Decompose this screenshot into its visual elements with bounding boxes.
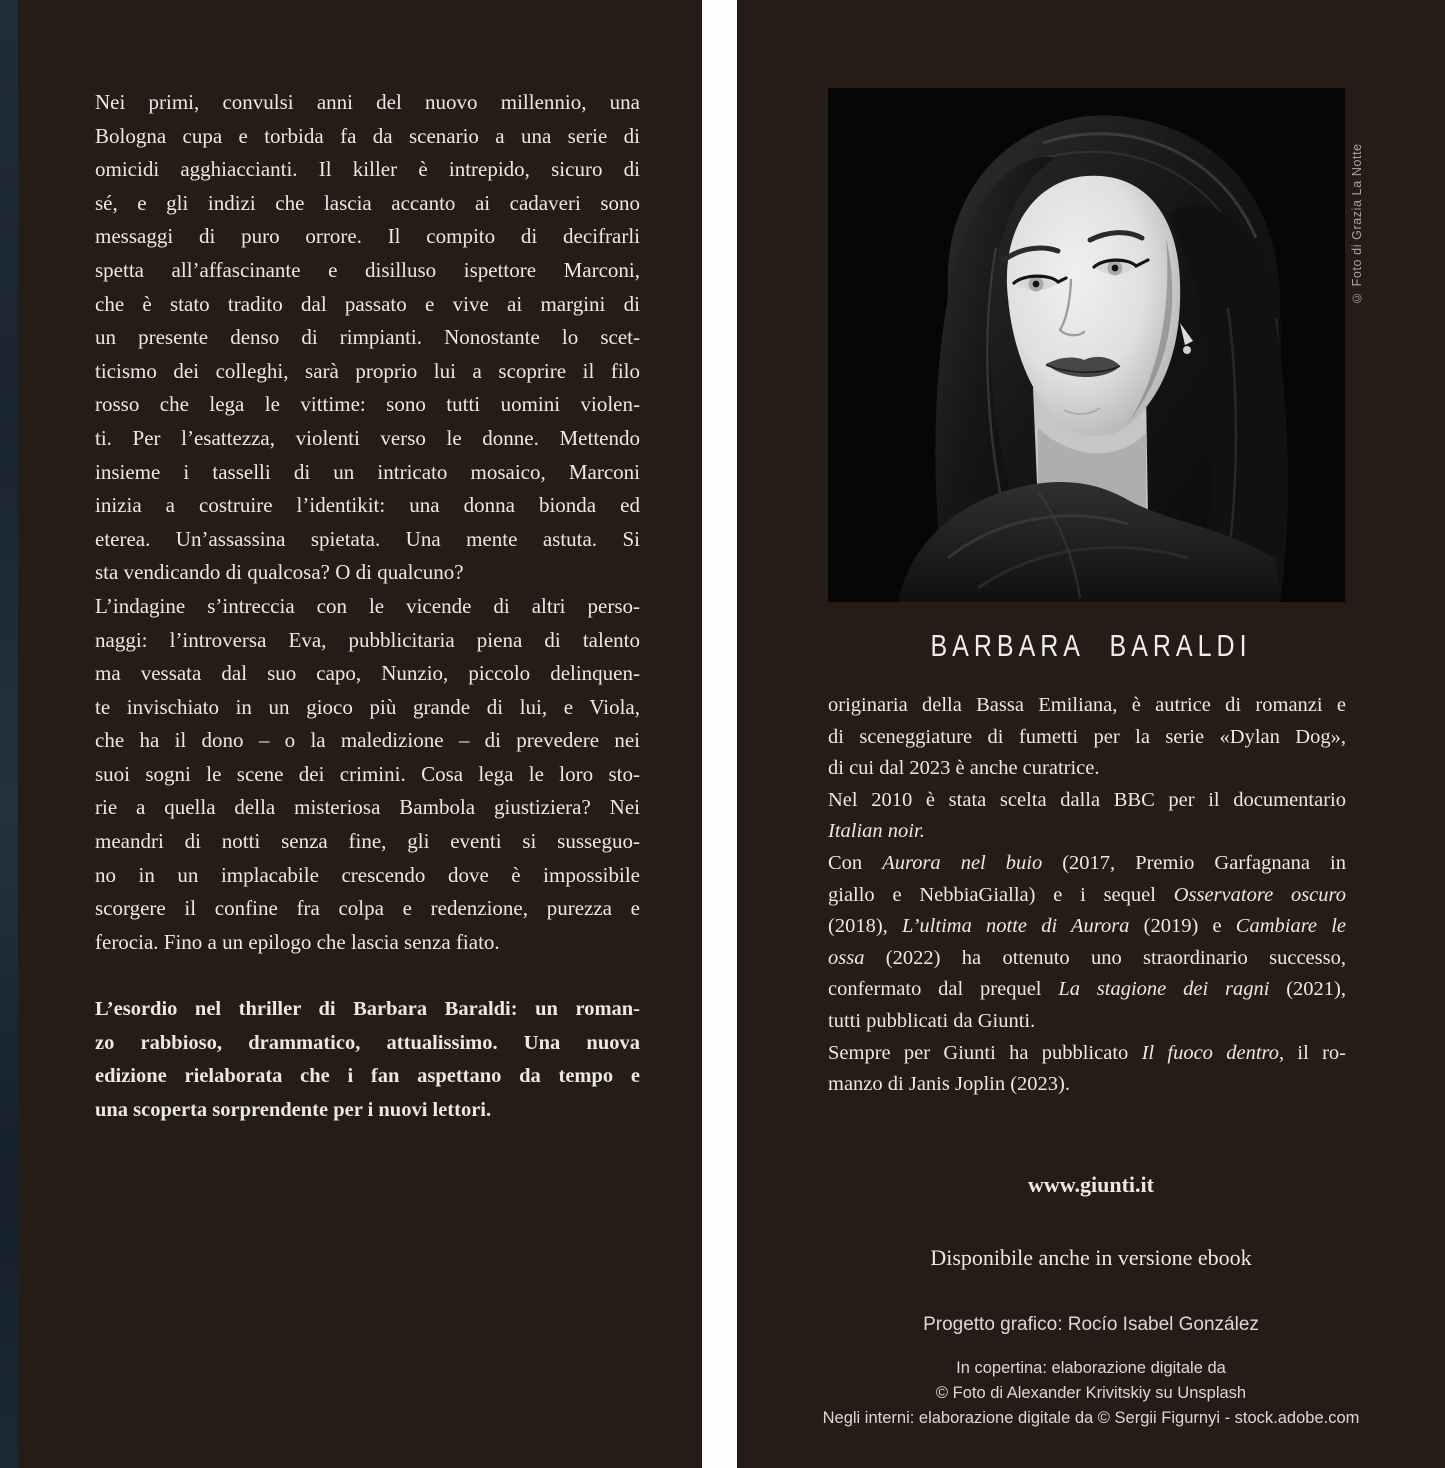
ebook-note: Disponibile anche in versione ebook: [930, 1245, 1252, 1270]
text-line: meandri di notti senza fine, gli eventi si susseguo-: [95, 829, 640, 854]
synopsis-text: [95, 86, 640, 1127]
text-line: che è stato tradito dal passato e vive ai margini di: [95, 291, 640, 316]
credit-design: Progetto grafico: Rocío Isabel González: [923, 1314, 1259, 1335]
right-flap: [737, 0, 1445, 1468]
text-line: sta vendicando di qualcosa? O di qualcuno?: [95, 560, 464, 585]
text-line: spetta all’affascinante e disilluso ispettore Marconi,: [95, 257, 640, 282]
text-line: Nel 2010 è stata scelta dalla BBC per il documentario: [828, 788, 1346, 811]
text-line: originaria della Bassa Emiliana, è autrice di romanzi e: [828, 694, 1346, 716]
text-line: (2018), L’ultima notte di Aurora (2019) e Cambiare le: [828, 915, 1346, 938]
text-line: Nei primi, convulsi anni del nuovo millennio, una: [95, 90, 640, 114]
text-line: naggi: l’introversa Eva, pubblicitaria piena di talento: [95, 627, 640, 652]
text-line: rosso che lega le vittime: sono tutti uomini violen-: [95, 392, 640, 417]
text-line: ticismo dei colleghi, sarà proprio lui a scoprire il filo: [95, 358, 640, 383]
text-line: Con Aurora nel buio (2017, Premio Garfagnana in: [828, 851, 1346, 874]
text-line: zo rabbioso, drammatico, attualissimo. Una nuova: [95, 1031, 640, 1054]
credit-cover-line2: © Foto di Alexander Krivitskiy su Unsplash: [935, 1384, 1247, 1402]
credits-block: [737, 1313, 1445, 1431]
text-line: tutti pubblicati da Giunti.: [828, 1009, 1036, 1032]
text-line: ossa (2022) ha ottenuto uno straordinario successo,: [828, 946, 1346, 969]
text-line: suoi sogni le scene dei crimini. Cosa lega le loro sto-: [95, 761, 640, 786]
paragraph: [95, 86, 640, 590]
text-line: L’esordio nel thriller di Barbara Baraldi: un roman-: [95, 998, 640, 1021]
text-line: inizia a costruire l’identikit: una donna bionda ed: [95, 493, 640, 518]
paragraph: [95, 993, 640, 1127]
text-line: eterea. Un’assassina spietata. Una mente astuta. Si: [95, 526, 640, 551]
book-edge-strip: [0, 0, 18, 1468]
text-line: insieme i tasselli di un intricato mosaico, Marconi: [95, 459, 640, 484]
text-line: di cui dal 2023 è anche curatrice.: [828, 757, 1100, 780]
text-line: Italian noir.: [828, 820, 925, 843]
photo-credit: © Foto di Grazia La Notte: [1350, 143, 1364, 305]
text-line: scorgere il confine fra colpa e redenzione, purezza e: [95, 896, 640, 921]
text-line: rie a quella della misteriosa Bambola giustiziera? Nei: [95, 795, 640, 820]
paragraph: [828, 785, 1346, 848]
author-portrait-illustration: [828, 88, 1345, 602]
text-line: una scoperta sorprendente per i nuovi lettori.: [95, 1098, 492, 1121]
author-bio: [828, 690, 1346, 1101]
panel-gap: [702, 0, 737, 1468]
text-line: omicidi agghiaccianti. Il killer è intrepido, sicuro di: [95, 157, 640, 182]
paragraph: [828, 848, 1346, 1038]
paragraph: [95, 590, 640, 960]
text-line: Bologna cupa e torbida fa da scenario a una serie di: [95, 123, 640, 148]
text-line: te invischiato in un gioco più grande di lui, e Viola,: [95, 694, 640, 719]
author-photo: [828, 88, 1345, 602]
text-line: di sceneggiature di fumetti per la serie «Dylan Dog»,: [828, 725, 1346, 748]
text-line: manzo di Janis Joplin (2023).: [828, 1073, 1070, 1096]
left-flap: [18, 0, 702, 1468]
paragraph: [828, 690, 1346, 785]
text-line: messaggi di puro orrore. Il compito di decifrarli: [95, 224, 640, 249]
website-url: www.giunti.it: [1028, 1172, 1154, 1197]
text-line: L’indagine s’intreccia con le vicende di altri perso-: [95, 593, 640, 618]
credit-cover-line1: In copertina: elaborazione digitale da: [956, 1359, 1226, 1377]
credit-interior: Negli interni: elaborazione digitale da © Sergii Figurnyi - stock.adobe.com: [822, 1409, 1360, 1427]
text-line: ti. Per l’esattezza, violenti verso le donne. Mettendo: [95, 425, 640, 450]
text-line: no in un implacabile crescendo dove è impossibile: [95, 862, 640, 887]
text-line: confermato dal prequel La stagione dei ragni (2021),: [828, 978, 1346, 1001]
text-line: ma vessata dal suo capo, Nunzio, piccolo delinquen-: [95, 661, 640, 686]
text-line: edizione rielaborata che i fan aspettano da tempo e: [95, 1065, 640, 1088]
text-line: sé, e gli indizi che lascia accanto ai cadaveri sono: [95, 190, 640, 215]
paragraph: [828, 1038, 1346, 1101]
text-line: ferocia. Fino a un epilogo che lascia senza fiato.: [95, 929, 500, 954]
text-line: un presente denso di rimpianti. Nonostante lo scet-: [95, 325, 640, 350]
text-line: Sempre per Giunti ha pubblicato Il fuoco dentro, il ro-: [828, 1041, 1346, 1064]
text-line: giallo e NebbiaGialla) e i sequel Osservatore oscuro: [828, 883, 1346, 906]
text-line: che ha il dono – o la maledizione – di prevedere nei: [95, 728, 640, 753]
author-name: BARBARA BARALDI: [930, 629, 1252, 664]
